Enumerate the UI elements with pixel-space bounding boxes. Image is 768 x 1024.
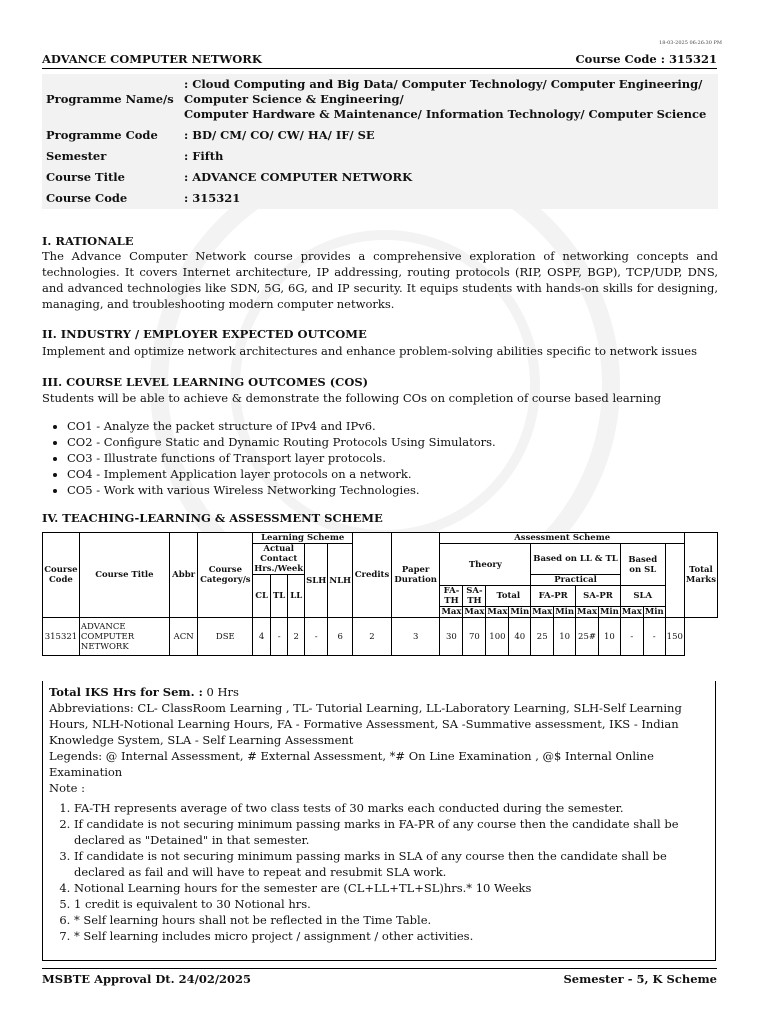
th-max: Max — [532, 607, 553, 617]
cell-sa-th-max: 70 — [463, 618, 486, 656]
cell-category: DSE — [198, 618, 253, 656]
th-based-ll-tl: Based on LL & TL — [531, 544, 621, 575]
notes-box — [42, 681, 716, 961]
cos-intro: Students will be able to achieve & demonstrate the following COs on completion of course based learning — [42, 391, 662, 405]
th-actual-contact: Actual Contact Hrs./Week — [254, 544, 304, 574]
th-ll: LL — [288, 575, 305, 618]
th-max: Max — [464, 607, 485, 617]
list-item: 6. * Self learning hours shall not be reflected in the Time Table. — [74, 912, 709, 928]
cell-total-max: 100 — [486, 618, 509, 656]
list-item: • CO1 - Analyze the packet structure of IPv4 and IPv6. — [67, 418, 496, 434]
th-sa-th: SA-TH — [463, 586, 486, 607]
th-assessment-scheme: Assessment Scheme — [440, 533, 684, 544]
list-item: 2. If candidate is not securing minimum passing marks in FA-PR of any course then the candidate shall be declared as "Detained" in that semester. — [74, 816, 709, 848]
cell-fa-pr-max: 25 — [531, 618, 554, 656]
cell-credits: 2 — [353, 618, 392, 656]
industry-text: Implement and optimize network architectures and enhance problem-solving abilities specific to network issues — [42, 344, 697, 358]
cell-cl: 4 — [253, 618, 271, 656]
th-total-marks: Total Marks — [684, 533, 717, 618]
info-label: Semester — [46, 149, 107, 163]
cell-fa-pr-min: 10 — [554, 618, 576, 656]
th-min: Min — [555, 607, 575, 617]
th-fa-th: FA-TH — [440, 586, 463, 607]
th-sa-pr: SA-PR — [576, 586, 621, 607]
info-value: : BD/ CM/ CO/ CW/ HA/ IF/ SE — [184, 128, 375, 142]
th-learning-scheme: Learning Scheme — [253, 533, 353, 544]
notes-list — [49, 800, 709, 944]
cell-total-min: 40 — [509, 618, 531, 656]
cell-abbr: ACN — [169, 618, 198, 656]
th-sla: SLA — [620, 586, 665, 607]
cell-tl: - — [271, 618, 288, 656]
th-min: Min — [600, 607, 619, 617]
cell-sla-max: - — [620, 618, 643, 656]
th-nlh: NLH — [328, 544, 353, 618]
cos-heading: III. COURSE LEVEL LEARNING OUTCOMES (COS) — [42, 375, 369, 389]
info-label: Course Title — [46, 170, 125, 184]
rationale-text: The Advance Computer Network course provides a comprehensive exploration of networking concepts and technologies. It covers Internet architecture, IP addressing, routing protocols (RIP, OSPF, BGP), TCP/UDP, DNS, and advanced technologies like SDN, 5G, 6G, and IP security. It equips students with hands-on skills for designing, managing, and troubleshooting modern computer networks. — [42, 249, 718, 311]
th-total: Total — [486, 586, 531, 607]
th-course-code: Course Code — [43, 533, 80, 618]
scheme-table — [42, 532, 718, 656]
list-item: 1. FA-TH represents average of two class tests of 30 marks each conducted during the semester. — [74, 800, 709, 816]
course-info-block — [42, 74, 718, 209]
iks-label: Total IKS Hrs for Sem. : — [49, 685, 203, 699]
th-based-sl: Based on SL — [620, 544, 665, 586]
info-label: Course Code — [46, 191, 128, 205]
abbreviations-text: Abbreviations: CL- ClassRoom Learning , TL- Tutorial Learning, LL-Laboratory Learning, SLH-Self Learning Hours, NLH-Notional Learning Hours, FA - Formative Assessment, SA -Summative assessment, IKS - Indian Knowledge System, SLA - Self Learning Assessment — [49, 701, 682, 747]
print-timestamp: 18-03-2025 06:26:30 PM — [659, 40, 722, 46]
th-max: Max — [441, 607, 462, 617]
info-row-course-title — [42, 167, 718, 188]
info-value — [180, 74, 718, 125]
cell-duration: 3 — [391, 618, 440, 656]
th-course-title: Course Title — [79, 533, 169, 618]
info-value: : 315321 — [184, 191, 241, 205]
th-min: Min — [510, 607, 530, 617]
note-label: Note : — [49, 781, 85, 795]
list-item: • CO4 - Implement Application layer protocols on a network. — [67, 466, 496, 482]
page-footer — [42, 968, 717, 986]
list-item: • CO5 - Work with various Wireless Networking Technologies. — [67, 482, 496, 498]
table-row — [43, 618, 718, 656]
header-course-name: ADVANCE COMPUTER NETWORK — [42, 52, 262, 66]
info-value: : Fifth — [184, 149, 224, 163]
info-label: Programme Name/s — [46, 92, 174, 106]
th-max: Max — [577, 607, 598, 617]
cell-sa-pr-min: 10 — [599, 618, 621, 656]
info-value-line: Computer Science & Engineering/ — [184, 92, 404, 106]
cell-title: ADVANCE COMPUTER NETWORK — [79, 618, 169, 656]
th-category: Course Category/s — [198, 533, 253, 618]
th-slh: SLH — [305, 544, 328, 618]
th-tl: TL — [271, 575, 288, 618]
iks-line — [49, 684, 709, 700]
th-min: Min — [644, 607, 664, 617]
footer-semester: Semester - 5, K Scheme — [563, 972, 717, 986]
cell-fa-th-max: 30 — [440, 618, 463, 656]
scheme-heading: IV. TEACHING-LEARNING & ASSESSMENT SCHEME — [42, 511, 383, 525]
th-theory: Theory — [440, 544, 531, 586]
industry-heading: II. INDUSTRY / EMPLOYER EXPECTED OUTCOME — [42, 327, 367, 341]
cell-sla-min: - — [643, 618, 665, 656]
info-row-semester — [42, 146, 718, 167]
list-item: 4. Notional Learning hours for the semester are (CL+LL+TL+SL)hrs.* 10 Weeks — [74, 880, 709, 896]
th-max: Max — [487, 607, 508, 617]
th-max: Max — [621, 607, 642, 617]
info-label: Programme Code — [46, 128, 158, 142]
info-row-programme — [42, 74, 718, 125]
info-value-line: Computer Hardware & Maintenance/ Information Technology/ Computer Science — [184, 107, 707, 121]
cell-slh: - — [305, 618, 328, 656]
cell-ll: 2 — [288, 618, 305, 656]
header-course-code: Course Code : 315321 — [575, 52, 717, 66]
info-value: : ADVANCE COMPUTER NETWORK — [184, 170, 413, 184]
cell-sa-pr-max: 25# — [576, 618, 599, 656]
iks-value: 0 Hrs — [202, 685, 239, 699]
page-header — [42, 51, 717, 69]
legends-text: Legends: @ Internal Assessment, # External Assessment, *# On Line Examination , @$ Internal Online Examination — [49, 749, 654, 779]
list-item: • CO2 - Configure Static and Dynamic Routing Protocols Using Simulators. — [67, 434, 496, 450]
info-row-programme-code — [42, 125, 718, 146]
cell-nlh: 6 — [328, 618, 353, 656]
rationale-heading: I. RATIONALE — [42, 234, 134, 248]
footer-approval: MSBTE Approval Dt. 24/02/2025 — [42, 972, 252, 986]
cell-code: 315321 — [43, 618, 80, 656]
list-item: • CO3 - Illustrate functions of Transport layer protocols. — [67, 450, 496, 466]
th-cl: CL — [253, 575, 271, 618]
th-fa-pr: FA-PR — [531, 586, 576, 607]
cos-list — [42, 418, 496, 498]
th-credits: Credits — [353, 533, 392, 618]
th-abbr: Abbr — [169, 533, 198, 618]
list-item: 7. * Self learning includes micro project / assignment / other activities. — [74, 928, 709, 944]
th-practical: Practical — [531, 575, 621, 586]
cell-total-marks: 150 — [665, 618, 684, 656]
list-item: 3. If candidate is not securing minimum passing marks in SLA of any course then the candidate shall be declared as fail and will have to repeat and resubmit SLA work. — [74, 848, 709, 880]
th-paper-duration: Paper Duration — [391, 533, 440, 618]
info-row-course-code — [42, 188, 718, 209]
info-value-line: : Cloud Computing and Big Data/ Computer Technology/ Computer Engineering/ — [184, 77, 703, 91]
list-item: 5. 1 credit is equivalent to 30 Notional hrs. — [74, 896, 709, 912]
